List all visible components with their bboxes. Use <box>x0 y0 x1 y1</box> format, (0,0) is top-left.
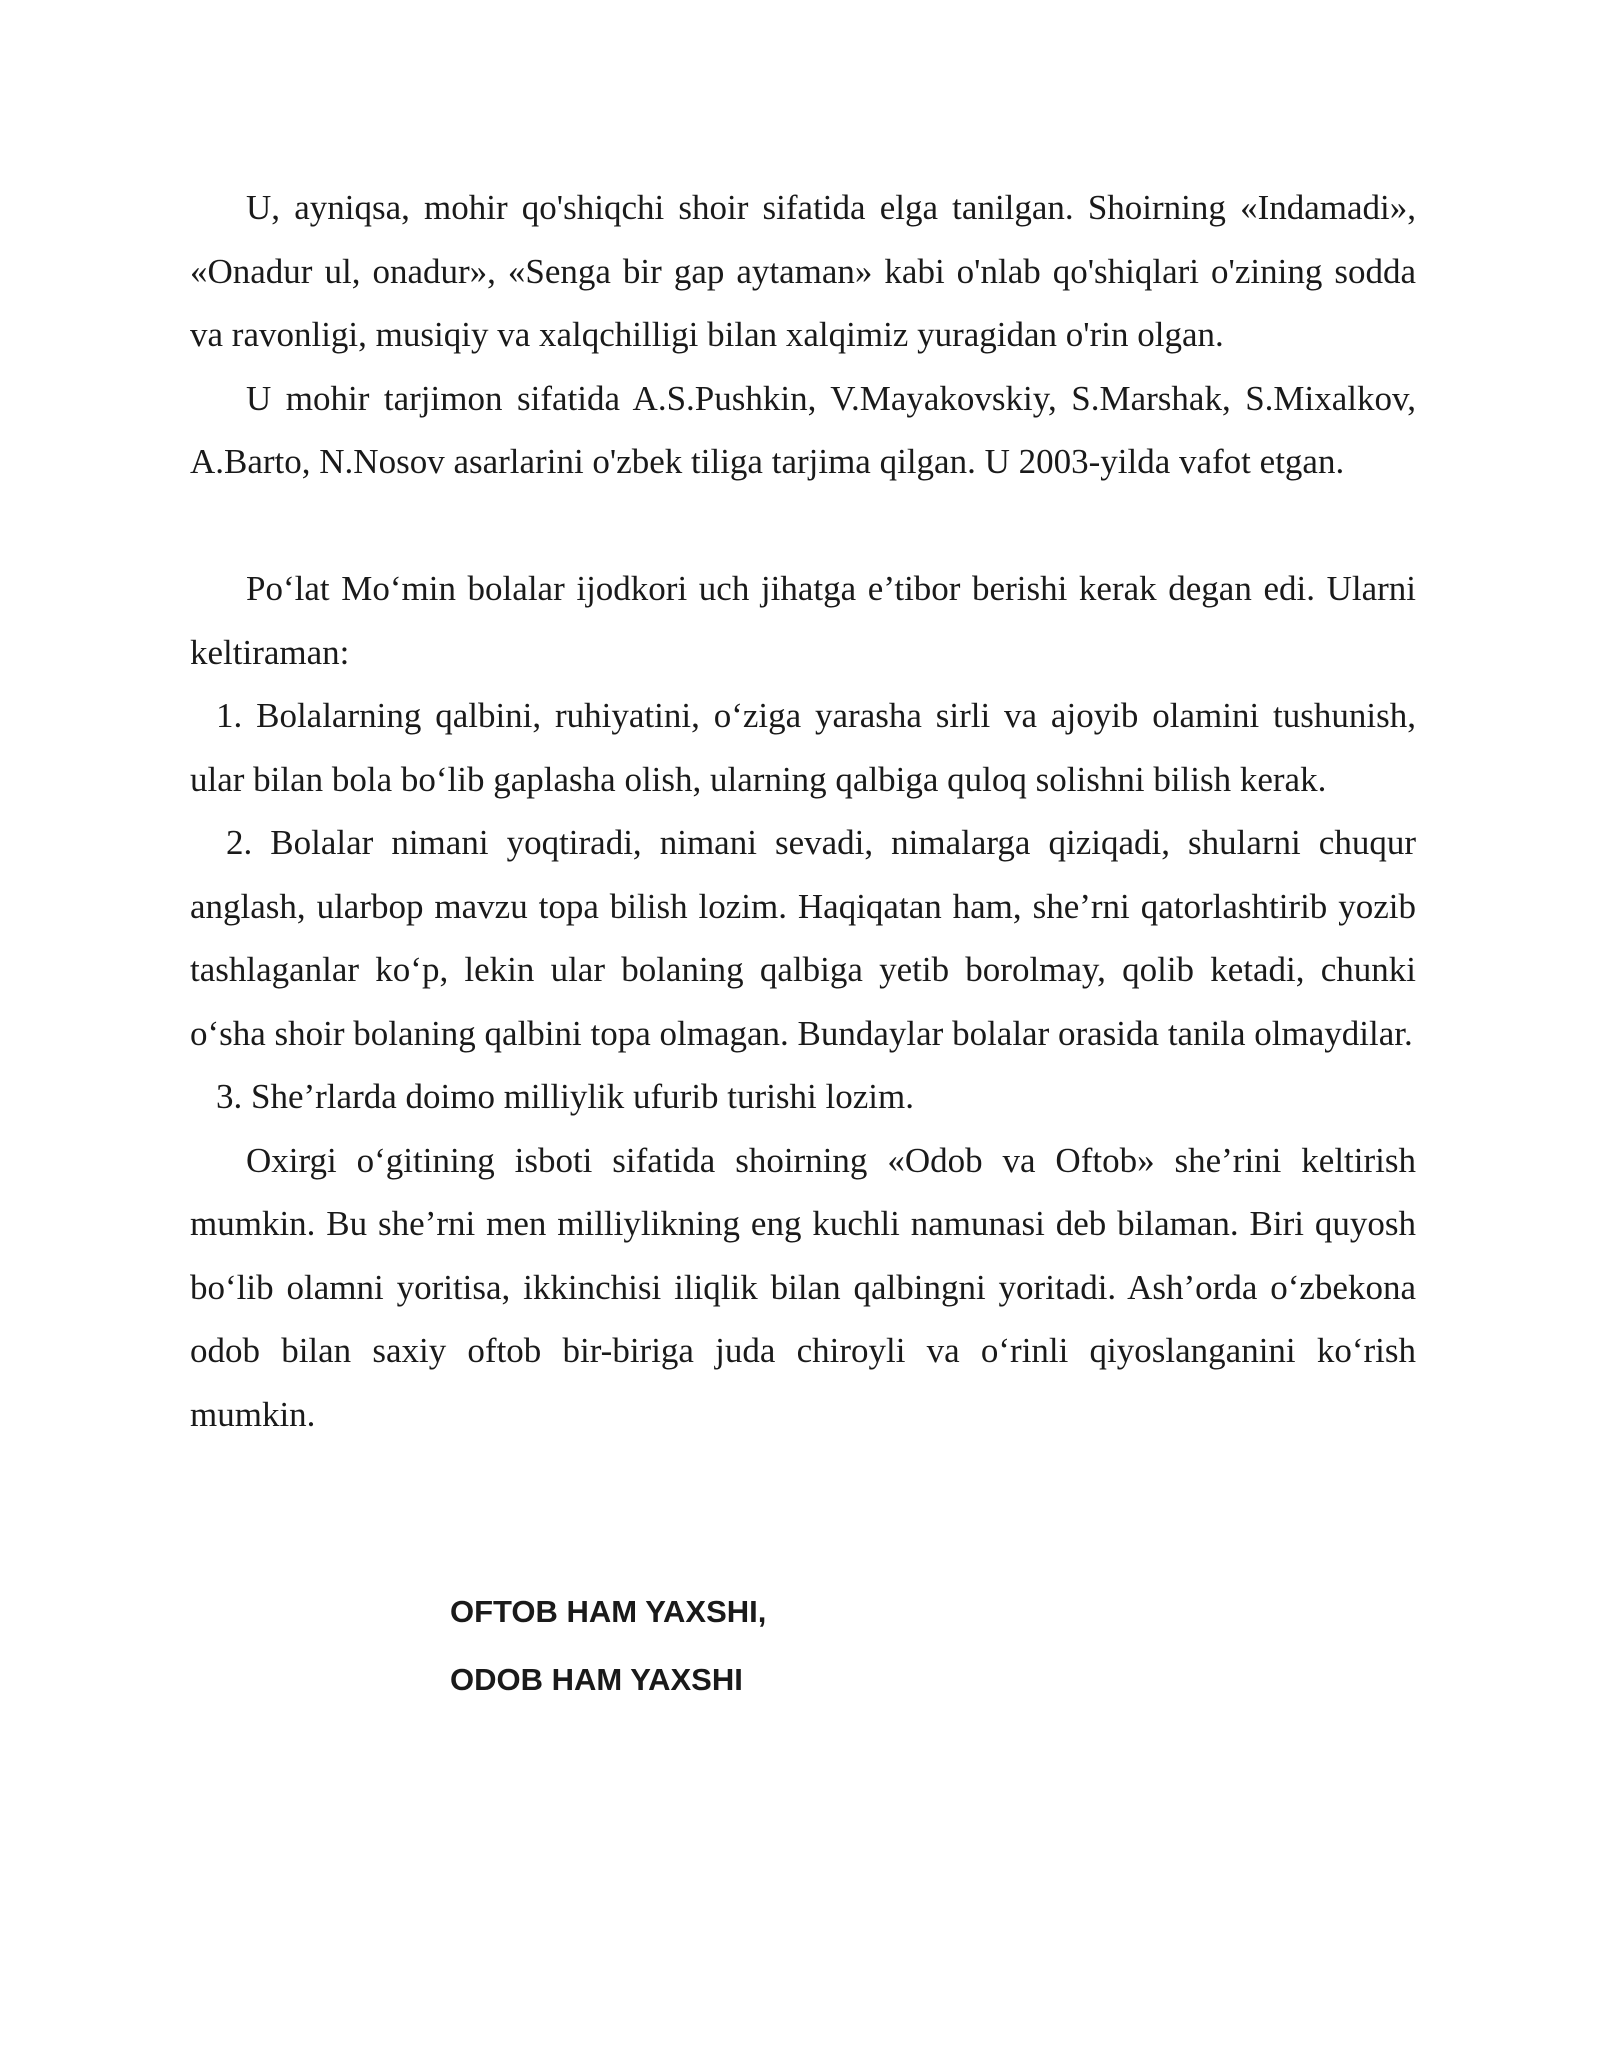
list-item-3: 3. She’rlarda doimo milliylik ufurib turishi lozim. <box>216 1077 914 1116</box>
list-item-2: 2. Bolalar nimani yoqtiradi, nimani sevadi, nimalarga qiziqadi, shularni chuqur anglash, ularbop mavzu topa bilish lozim. Haqiqatan ham, she’rni qatorlashtirib yozib tashlaganlar ko‘p, lekin ular bolaning qalbiga yetib borolmay, qolib ketadi, chunki o‘sha shoir bolaning qalbini topa olmagan. Bundaylar bolalar orasida tanila olmaydilar. <box>190 823 1416 1053</box>
poem-title-line-1: OFTOB HAM YAXSHI, <box>450 1594 767 1629</box>
paragraph-spacer <box>190 494 1416 558</box>
paragraph-uch-jihat: Po‘lat Mo‘min bolalar ijodkori uch jihatga e’tibor berishi kerak degan edi. Ularni keltiraman: <box>190 569 1416 672</box>
poem-title-line-2: ODOB HAM YAXSHI <box>450 1662 743 1697</box>
list-item-1: 1. Bolalarning qalbini, ruhiyatini, o‘ziga yarasha sirli va ajoyib olamini tushunish, ular bilan bola bo‘lib gaplasha olish, ularning qalbiga quloq solishni bilish kerak. <box>190 696 1416 799</box>
paragraph-shoir-qoshiqlari: U, ayniqsa, mohir qo'shiqchi shoir sifatida elga tanilgan. Shoirning «Indamadi», «Onadur ul, onadur», «Senga bir gap aytaman» kabi o'nlab qo'shiqlari o'zining sodda va ravonligi, musiqiy va xalqchilligi bilan xalqimiz yuragidan o'rin olgan. <box>190 188 1416 354</box>
poem-title <box>450 1578 766 1714</box>
paragraph-tarjimon: U mohir tarjimon sifatida A.S.Pushkin, V.Mayakovskiy, S.Marshak, S.Mixalkov, A.Barto, N.Nosov asarlarini o'zbek tiliga tarjima qilgan. U 2003-yilda vafot etgan. <box>190 378 1416 481</box>
paragraph-oxirgi-ogit: Oxirgi o‘gitining isboti sifatida shoirning «Odob va Oftob» she’rini keltirish mumkin. Bu she’rni men milliylikning eng kuchli namunasi deb bilaman. Biri quyosh bo‘lib olamni yoritisa, ikkinchisi iliqlik bilan qalbingni yoritadi. Ash’orda o‘zbekona odob bilan saxiy oftob bir-biriga juda chiroyli va o‘rinli qiyoslanganini ko‘rish mumkin. <box>190 1140 1416 1434</box>
document-body <box>190 176 1416 1446</box>
